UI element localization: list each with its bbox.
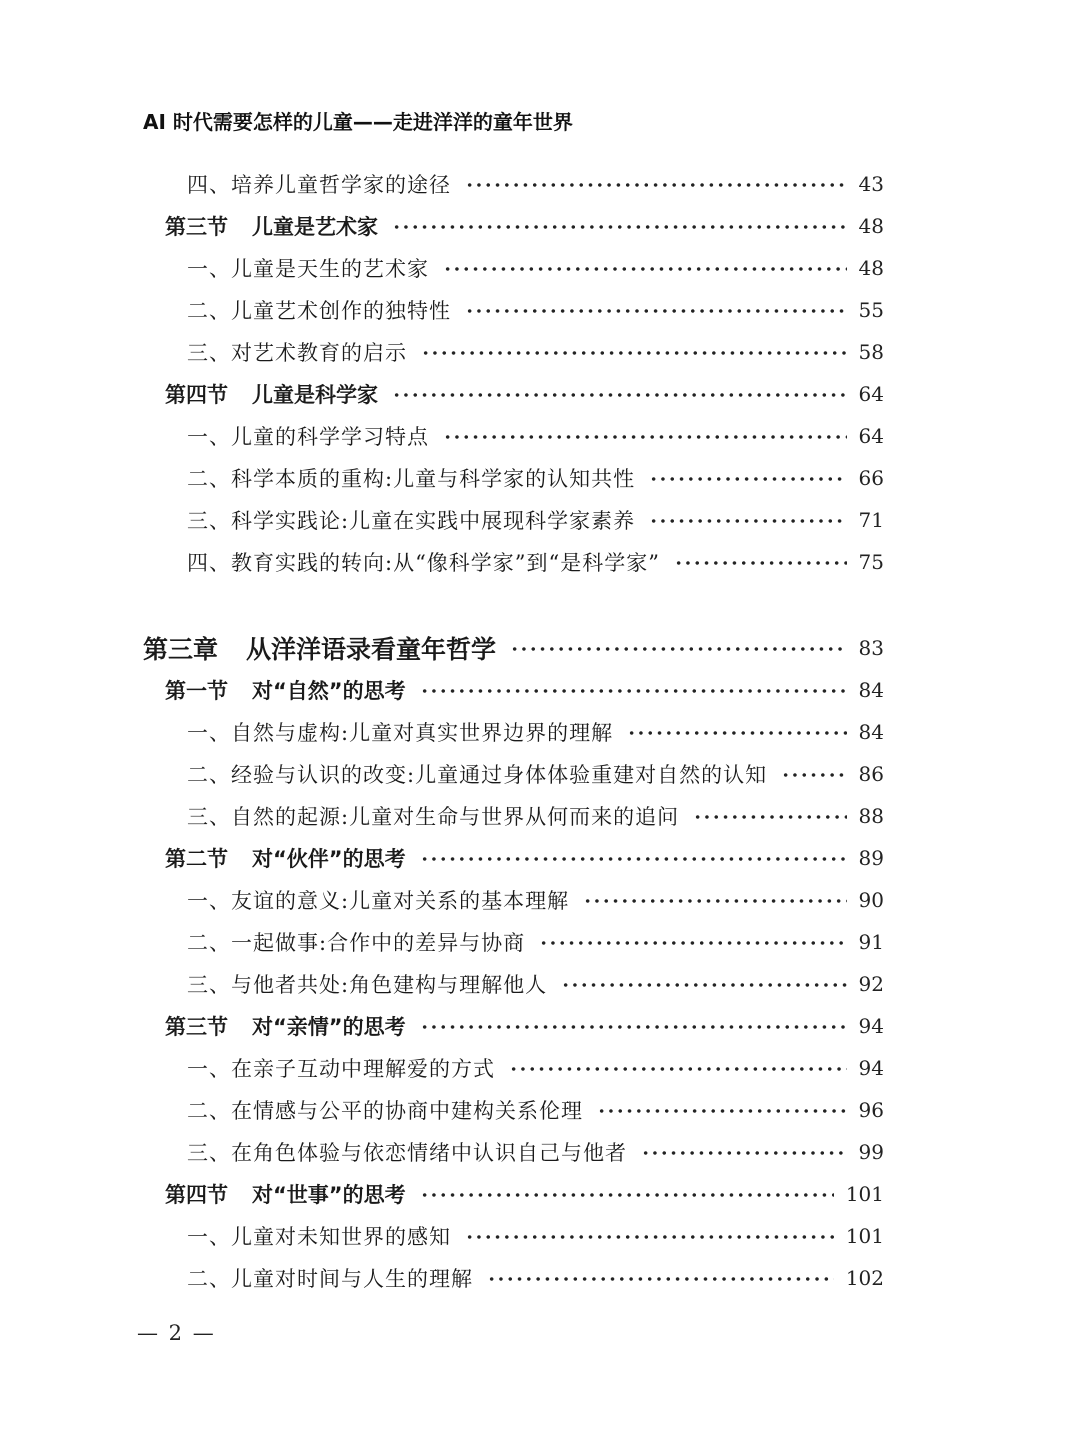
toc-entry-title: 二、在情感与公平的协商中建构关系伦理 [187,1099,583,1123]
toc-entry-page: 66 [858,466,884,490]
dot-leader [420,1193,834,1197]
toc-entry [187,293,884,327]
toc-entry [187,335,884,369]
dot-leader [392,225,847,229]
toc-entry-page: 64 [858,382,884,406]
dot-leader [420,1025,847,1029]
section-number: 第四节 [165,383,228,407]
toc-entry-page: 83 [858,636,884,660]
toc-entry-page: 75 [858,550,884,574]
toc-section [165,209,884,243]
section-number: 第三节 [165,1015,228,1039]
section-number: 第一节 [165,679,228,703]
section-title: 儿童是艺术家 [252,215,378,239]
dot-leader [392,393,847,397]
dot-leader [510,647,847,651]
chapter-number: 第三章 [143,635,219,664]
dot-leader [627,731,846,735]
dot-leader [649,519,846,523]
toc-entry-title: 三、在角色体验与依恋情绪中认识自己与他者 [187,1141,627,1165]
dot-leader [674,561,847,565]
dot-leader [421,351,847,355]
toc-entry [187,545,884,579]
dot-leader [465,183,847,187]
toc-entry-page: 55 [858,298,884,322]
chapter-title: 从洋洋语录看童年哲学 [246,635,497,664]
toc-entry-page: 89 [858,846,884,870]
toc-entry [187,967,884,1001]
dot-leader [561,983,846,987]
toc-section [165,1177,884,1211]
toc-entry [187,251,884,285]
toc-entry-page: 102 [845,1266,884,1290]
toc-entry-page: 99 [858,1140,884,1164]
toc-entry [187,503,884,537]
toc-entry-page: 64 [858,424,884,448]
dot-leader [781,773,846,777]
toc-entry-title: 一、自然与虚构:儿童对真实世界边界的理解 [187,721,614,745]
toc-entry-title: 一、儿童对未知世界的感知 [187,1225,451,1249]
dot-leader [509,1067,847,1071]
toc-entry [187,715,884,749]
toc-entry [187,757,884,791]
toc-section [165,841,884,875]
page-number: — 2 — [137,1321,216,1345]
toc-entry [187,1093,884,1127]
toc-entry-title: 二、儿童艺术创作的独特性 [187,299,451,323]
toc-entry-page: 90 [858,888,884,912]
toc-section [165,377,884,411]
toc-entry-title: 二、一起做事:合作中的差异与协商 [187,931,526,955]
toc-entry-page: 101 [845,1182,884,1206]
toc-entry-title: 三、科学实践论:儿童在实践中展现科学家素养 [187,509,636,533]
toc-entry [187,1219,884,1253]
dot-leader [465,309,847,313]
dot-leader [420,689,847,693]
toc-entry-page: 94 [858,1056,884,1080]
toc-entry-title: 三、对艺术教育的启示 [187,341,407,365]
toc-entry-title: 一、儿童是天生的艺术家 [187,257,429,281]
toc-entry-title: 二、经验与认识的改变:儿童通过身体体验重建对自然的认知 [187,763,768,787]
section-number: 第四节 [165,1183,228,1207]
toc-entry [187,925,884,959]
toc-entry-page: 71 [858,508,884,532]
toc-entry-page: 48 [858,256,884,280]
dot-leader [539,941,846,945]
toc-entry-title: 二、科学本质的重构:儿童与科学家的认知共性 [187,467,636,491]
toc-entry-page: 96 [858,1098,884,1122]
toc-entry-title: 四、教育实践的转向:从“像科学家”到“是科学家” [187,551,661,575]
toc-entry-title: 四、培养儿童哲学家的途径 [187,173,451,197]
toc-chapter [143,628,884,668]
toc-entry [187,883,884,917]
dot-leader [597,1109,847,1113]
dot-leader [487,1277,834,1281]
toc-entry-title: 三、与他者共处:角色建构与理解他人 [187,973,548,997]
toc-entry-page: 58 [858,340,884,364]
dot-leader [443,435,847,439]
toc-entry-page: 88 [858,804,884,828]
section-title: 对“亲情”的思考 [252,1015,406,1039]
toc-entry-title: 一、在亲子互动中理解爱的方式 [187,1057,495,1081]
section-number: 第三节 [165,215,228,239]
toc-entry-page: 91 [858,930,884,954]
toc-entry-title: 二、儿童对时间与人生的理解 [187,1267,473,1291]
dot-leader [420,857,847,861]
toc-entry-page: 101 [845,1224,884,1248]
section-title: 对“自然”的思考 [252,679,406,703]
toc-entry [187,1051,884,1085]
dot-leader [443,267,847,271]
toc-entry-page: 92 [858,972,884,996]
dot-leader [465,1235,834,1239]
toc-entry [187,1261,884,1295]
toc-entry-title: 一、友谊的意义:儿童对关系的基本理解 [187,889,570,913]
toc-entry [187,167,884,201]
toc-entry-page: 84 [858,678,884,702]
toc-entry-page: 86 [858,762,884,786]
toc-entry-page: 84 [858,720,884,744]
toc-entry-page: 48 [858,214,884,238]
toc-entry [187,1135,884,1169]
toc-entry-title: 三、自然的起源:儿童对生命与世界从何而来的追问 [187,805,680,829]
toc-entry-page: 43 [858,172,884,196]
toc-section [165,673,884,707]
dot-leader [649,477,846,481]
dot-leader [583,899,846,903]
dot-leader [693,815,846,819]
section-title: 儿童是科学家 [252,383,378,407]
toc-entry-page: 94 [858,1014,884,1038]
section-title: 对“世事”的思考 [252,1183,406,1207]
toc-section [165,1009,884,1043]
running-header-title: AI 时代需要怎样的儿童——走进洋洋的童年世界 [143,110,573,134]
toc-entry [187,419,884,453]
toc-entry-title: 一、儿童的科学学习特点 [187,425,429,449]
toc-entry [187,799,884,833]
section-title: 对“伙伴”的思考 [252,847,406,871]
section-number: 第二节 [165,847,228,871]
toc-entry [187,461,884,495]
dot-leader [641,1151,847,1155]
